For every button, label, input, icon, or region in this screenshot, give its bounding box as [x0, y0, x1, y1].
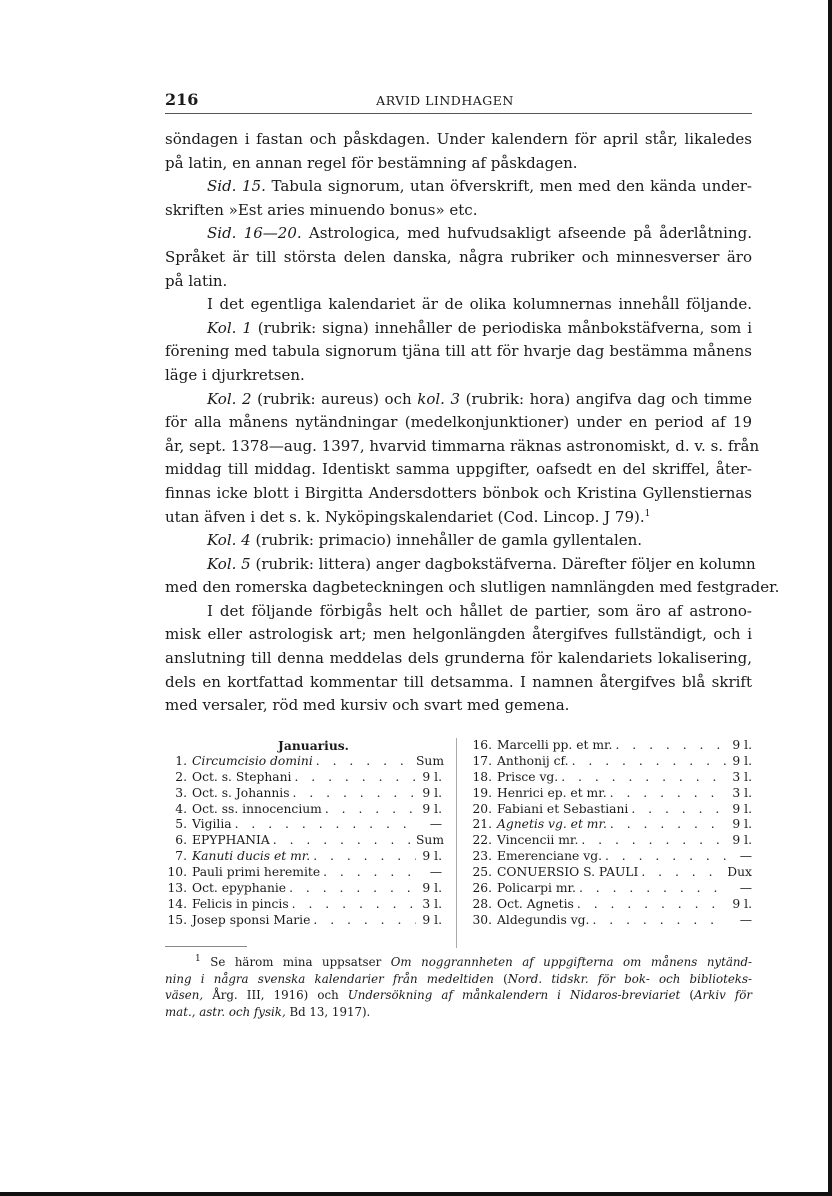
text-segment: anslutning till denna meddelas dels grunderna för kalendariets lokalisering,: [165, 649, 752, 668]
feast-grade: 3 l.: [732, 785, 752, 800]
calendar-row: [470, 881, 752, 897]
day-number: 22.: [472, 833, 492, 848]
feast-grade: —: [739, 881, 752, 896]
dot-leader: [310, 913, 416, 929]
feast-grade: Sum: [416, 753, 445, 768]
text-line: [165, 553, 756, 577]
day-number: 5.: [175, 817, 187, 832]
text-line: [165, 388, 752, 412]
text-segment: Språket är till största delen danska, några rubriker och minnesverser äro: [165, 247, 752, 266]
text-line: [165, 694, 752, 718]
saint-name: Josep sponsi Marie: [192, 912, 311, 927]
text-segment: Se härom mina uppsatser: [200, 955, 391, 969]
dot-leader: [313, 754, 416, 770]
text-line: [165, 199, 752, 223]
saint-name: Circumcisio domini: [192, 753, 313, 768]
text-segment: (rubrik: signa) innehåller de periodiska månbokstäfverna, som i: [251, 318, 752, 337]
text-line: [165, 576, 780, 600]
day-number: 18.: [472, 769, 492, 784]
text-segment: kol. 3: [417, 389, 461, 408]
feast-grade: —: [739, 849, 752, 864]
text-segment: Om noggrannheten af uppgifterna om månens nytänd-: [390, 955, 752, 969]
text-segment: år, sept. 1378—aug. 1397, hvarvid timmarna räknas astronomiskt, d. v. s. från: [165, 436, 760, 455]
dot-leader: [638, 865, 726, 881]
day-number: 26.: [472, 881, 492, 896]
text-segment: Sid. 15.: [207, 177, 266, 196]
saint-name: Prisce vg.: [497, 769, 559, 784]
footnote-marker: 1: [644, 508, 651, 519]
calendar-row: [165, 913, 442, 929]
day-number: 3.: [175, 785, 187, 800]
text-segment: (rubrik: littera) anger dagbokstäfverna. Därefter följer en kolumn: [250, 554, 756, 573]
dot-leader: [612, 738, 726, 754]
text-segment: Arkiv för: [694, 988, 752, 1003]
dot-leader: [558, 770, 726, 786]
calendar-row: [470, 897, 752, 913]
dot-leader: [607, 817, 726, 833]
day-number: 4.: [175, 801, 187, 816]
scan-edge-bottom: [0, 1192, 832, 1196]
feast-grade: —: [429, 865, 442, 880]
calendar-right-column: [470, 738, 752, 929]
calendar-row: [165, 786, 442, 802]
text-line: [165, 482, 752, 506]
calendar-left-column: [165, 738, 445, 929]
text-segment: läge i djurkretsen.: [165, 365, 305, 384]
text-segment: middag till middag. Identiskt samma uppgifter, oafsedt en del skriffel, åter-: [165, 460, 752, 479]
text-line: [165, 270, 752, 294]
text-segment: Kol. 2: [207, 389, 252, 408]
text-line: [165, 1004, 752, 1021]
text-line: [165, 246, 752, 270]
calendar-row: [165, 753, 445, 770]
text-segment: I det följande förbigås helt och hållet de partier, som äro af astrono-: [207, 601, 752, 620]
text-segment: (rubrik: aureus) och: [251, 389, 418, 408]
feast-grade: 9 l.: [422, 881, 442, 896]
day-number: 21.: [472, 817, 492, 832]
text-segment: I det egentliga kalendariet är de olika kolumnernas innehåll följande.: [207, 295, 752, 314]
feast-grade: 3 l.: [732, 769, 752, 784]
text-segment: Kol. 4: [207, 531, 251, 550]
feast-grade: 9 l.: [732, 896, 752, 911]
text-segment: Bd 13, 1917).: [285, 1004, 371, 1019]
dot-leader: [310, 849, 416, 865]
text-line: [165, 411, 752, 435]
saint-name: Vigilia: [192, 817, 232, 832]
text-line: [165, 175, 752, 199]
text-segment: Kol. 1: [207, 318, 252, 337]
text-line: [165, 954, 752, 971]
text-line: [165, 364, 752, 388]
text-segment: på latin.: [165, 271, 228, 290]
calendar-row: [165, 770, 442, 786]
calendar-row: [470, 817, 752, 833]
page-number: 216: [165, 90, 199, 109]
dot-leader: [589, 913, 726, 929]
saint-name: Agnetis vg. et mr.: [497, 817, 607, 832]
text-segment: skriften »Est aries minuendo bonus» etc.: [165, 200, 478, 219]
calendar-row: [165, 833, 445, 849]
saint-name: Oct. epyphanie: [192, 881, 287, 896]
day-number: 2.: [175, 769, 187, 784]
feast-grade: Dux: [727, 865, 752, 880]
saint-name: Fabiani et Sebastiani: [497, 801, 629, 816]
calendar-row: [165, 849, 442, 865]
text-segment: Undersökning af månkalendern i Nidaros-breviariet: [347, 988, 681, 1003]
scan-edge-right: [828, 0, 832, 1196]
text-line: [165, 506, 752, 530]
saint-name: CONUERSIO S. PAULI: [497, 865, 639, 880]
calendar-row: [165, 897, 442, 913]
text-segment: (rubrik: primacio) innehåller de gamla gyllentalen.: [250, 531, 643, 550]
feast-grade: Sum: [416, 833, 445, 848]
feast-grade: —: [429, 817, 442, 832]
day-number: 30.: [472, 912, 492, 927]
text-segment: misk eller astrologisk art; men helgonlängden återgifves fullständigt, och i: [165, 625, 752, 644]
text-line: [165, 529, 752, 553]
day-number: 6.: [175, 833, 187, 848]
feast-grade: 9 l.: [422, 801, 442, 816]
text-line: [165, 128, 752, 152]
text-segment: Astrologica, med hufvudsakligt afseende på åderlåtning.: [301, 224, 752, 243]
calendar-row: [470, 754, 752, 770]
dot-leader: [569, 754, 726, 770]
calendar-row: [470, 865, 752, 881]
text-segment: dels en kortfattad kommentar till detsamma. I namnen återgifves blå skrift: [165, 672, 752, 691]
feast-grade: 9 l.: [422, 785, 442, 800]
day-number: 14.: [167, 896, 187, 911]
day-number: 20.: [472, 801, 492, 816]
saint-name: Pauli primi heremite: [192, 865, 321, 880]
saint-name: Anthonij cf.: [497, 753, 569, 768]
header-rule: [165, 113, 752, 114]
day-number: 28.: [472, 896, 492, 911]
text-line: [165, 971, 752, 988]
feast-grade: 9 l.: [732, 753, 752, 768]
dot-leader: [607, 786, 726, 802]
calendar-row: [470, 738, 752, 754]
dot-leader: [291, 770, 416, 786]
saint-name: Aldegundis vg.: [497, 912, 590, 927]
text-segment: väsen,: [165, 988, 204, 1003]
text-segment: Sid. 16—20.: [207, 224, 302, 243]
text-segment: med versaler, röd med kursiv och svart med gemena.: [165, 696, 570, 715]
dot-leader: [322, 802, 416, 818]
text-segment: Kol. 5: [207, 554, 251, 573]
text-line: [165, 600, 752, 624]
calendar-row: [165, 802, 442, 818]
calendar-title: Januarius.: [278, 738, 349, 753]
dot-leader: [270, 833, 416, 849]
day-number: 23.: [472, 849, 492, 864]
feast-grade: 9 l.: [422, 769, 442, 784]
day-number: 7.: [175, 849, 187, 864]
text-segment: söndagen i fastan och påskdagen. Under kalendern för april står, likaledes: [165, 130, 752, 148]
dot-leader: [628, 802, 726, 818]
dot-leader: [576, 881, 726, 897]
text-line: [165, 293, 752, 317]
text-segment: med den romerska dagbeteckningen och slutligen namnlängden med festgrader.: [165, 578, 780, 597]
text-segment: utan äfven i det s. k. Nyköpingskalendariet (Cod. Lincop. J 79).: [165, 507, 645, 526]
feast-grade: 9 l.: [422, 849, 442, 864]
text-segment: för alla månens nytändningar (medelkonjunktioner) under en period af 19: [165, 413, 752, 432]
feast-grade: 9 l.: [422, 912, 442, 927]
saint-name: EPYPHANIA: [192, 833, 270, 848]
text-line: [165, 435, 760, 459]
day-number: 1.: [175, 753, 187, 768]
dot-leader: [578, 833, 726, 849]
footnote-rule: [165, 946, 247, 947]
text-line: [165, 647, 752, 671]
day-number: 13.: [167, 881, 187, 896]
feast-grade: —: [739, 912, 752, 927]
text-line: [165, 623, 752, 647]
feast-grade: 9 l.: [732, 833, 752, 848]
text-segment: Tabula signorum, utan öfverskrift, men med den kända under-: [265, 177, 752, 196]
text-segment: Nord. tidskr. för bok- och biblioteks-: [507, 971, 752, 986]
calendar-row: [470, 770, 752, 786]
feast-grade: 9 l.: [732, 801, 752, 816]
text-line: [165, 340, 752, 364]
body-text: [165, 128, 780, 718]
day-number: 25.: [472, 865, 492, 880]
dot-leader: [290, 786, 416, 802]
text-segment: (: [680, 988, 695, 1003]
saint-name: Oct. s. Johannis: [192, 785, 290, 800]
footnote-marker: 1: [195, 954, 201, 965]
text-segment: förening med tabula signorum tjäna till att för hvarje dag bestämma månens: [165, 342, 752, 361]
calendar-row: [165, 865, 442, 881]
text-line: [165, 671, 752, 695]
text-line: [165, 458, 752, 482]
day-number: 15.: [167, 912, 187, 927]
dot-leader: [232, 817, 416, 833]
dot-leader: [602, 849, 726, 865]
calendar-row: [470, 802, 752, 818]
feast-grade: 9 l.: [732, 817, 752, 832]
calendar-row: [165, 817, 442, 833]
saint-name: Policarpi mr.: [497, 881, 576, 896]
footnote: [165, 954, 752, 1020]
day-number: 17.: [472, 753, 492, 768]
saint-name: Oct. Agnetis: [497, 896, 574, 911]
calendar-row: [470, 833, 752, 849]
text-segment: (rubrik: hora) angifva dag och timme: [460, 389, 752, 408]
calendar-row: [470, 913, 752, 929]
saint-name: Felicis in pincis: [192, 896, 289, 911]
dot-leader: [286, 881, 416, 897]
saint-name: Vincencii mr.: [497, 833, 579, 848]
dot-leader: [289, 897, 416, 913]
text-line: [165, 317, 752, 341]
text-segment: Årg. III, 1916) och: [203, 988, 348, 1003]
saint-name: Henrici ep. et mr.: [497, 785, 607, 800]
saint-name: Kanuti ducis et mr.: [192, 849, 311, 864]
dot-leader: [320, 865, 416, 881]
saint-name: Emerenciane vg.: [497, 849, 602, 864]
dot-leader: [574, 897, 726, 913]
text-segment: finnas icke blott i Birgitta Andersdotters bönbok och Kristina Gyllenstiernas: [165, 483, 752, 502]
saint-name: Oct. ss. innocencium: [192, 801, 322, 816]
day-number: 19.: [472, 785, 492, 800]
calendar-row: [165, 881, 442, 897]
text-line: [165, 987, 752, 1004]
text-line: [165, 152, 752, 176]
day-number: 16.: [472, 738, 492, 752]
saint-name: Oct. s. Stephani: [192, 769, 292, 784]
running-head: ARVID LINDHAGEN: [376, 93, 514, 108]
feast-grade: 3 l.: [422, 896, 442, 911]
text-segment: på latin, en annan regel för bestämning af påskdagen.: [165, 153, 578, 172]
feast-grade: 9 l.: [732, 738, 752, 752]
text-line: [165, 222, 752, 246]
text-segment: ning i några svenska kalendarier från medeltiden: [165, 971, 494, 986]
calendar-row: [470, 849, 752, 865]
text-segment: mat., astr. och fysik,: [165, 1004, 286, 1019]
calendar-row: [470, 786, 752, 802]
text-segment: (: [493, 971, 508, 986]
saint-name: Marcelli pp. et mr.: [497, 738, 613, 752]
day-number: 10.: [167, 865, 187, 880]
column-divider: [456, 738, 457, 948]
